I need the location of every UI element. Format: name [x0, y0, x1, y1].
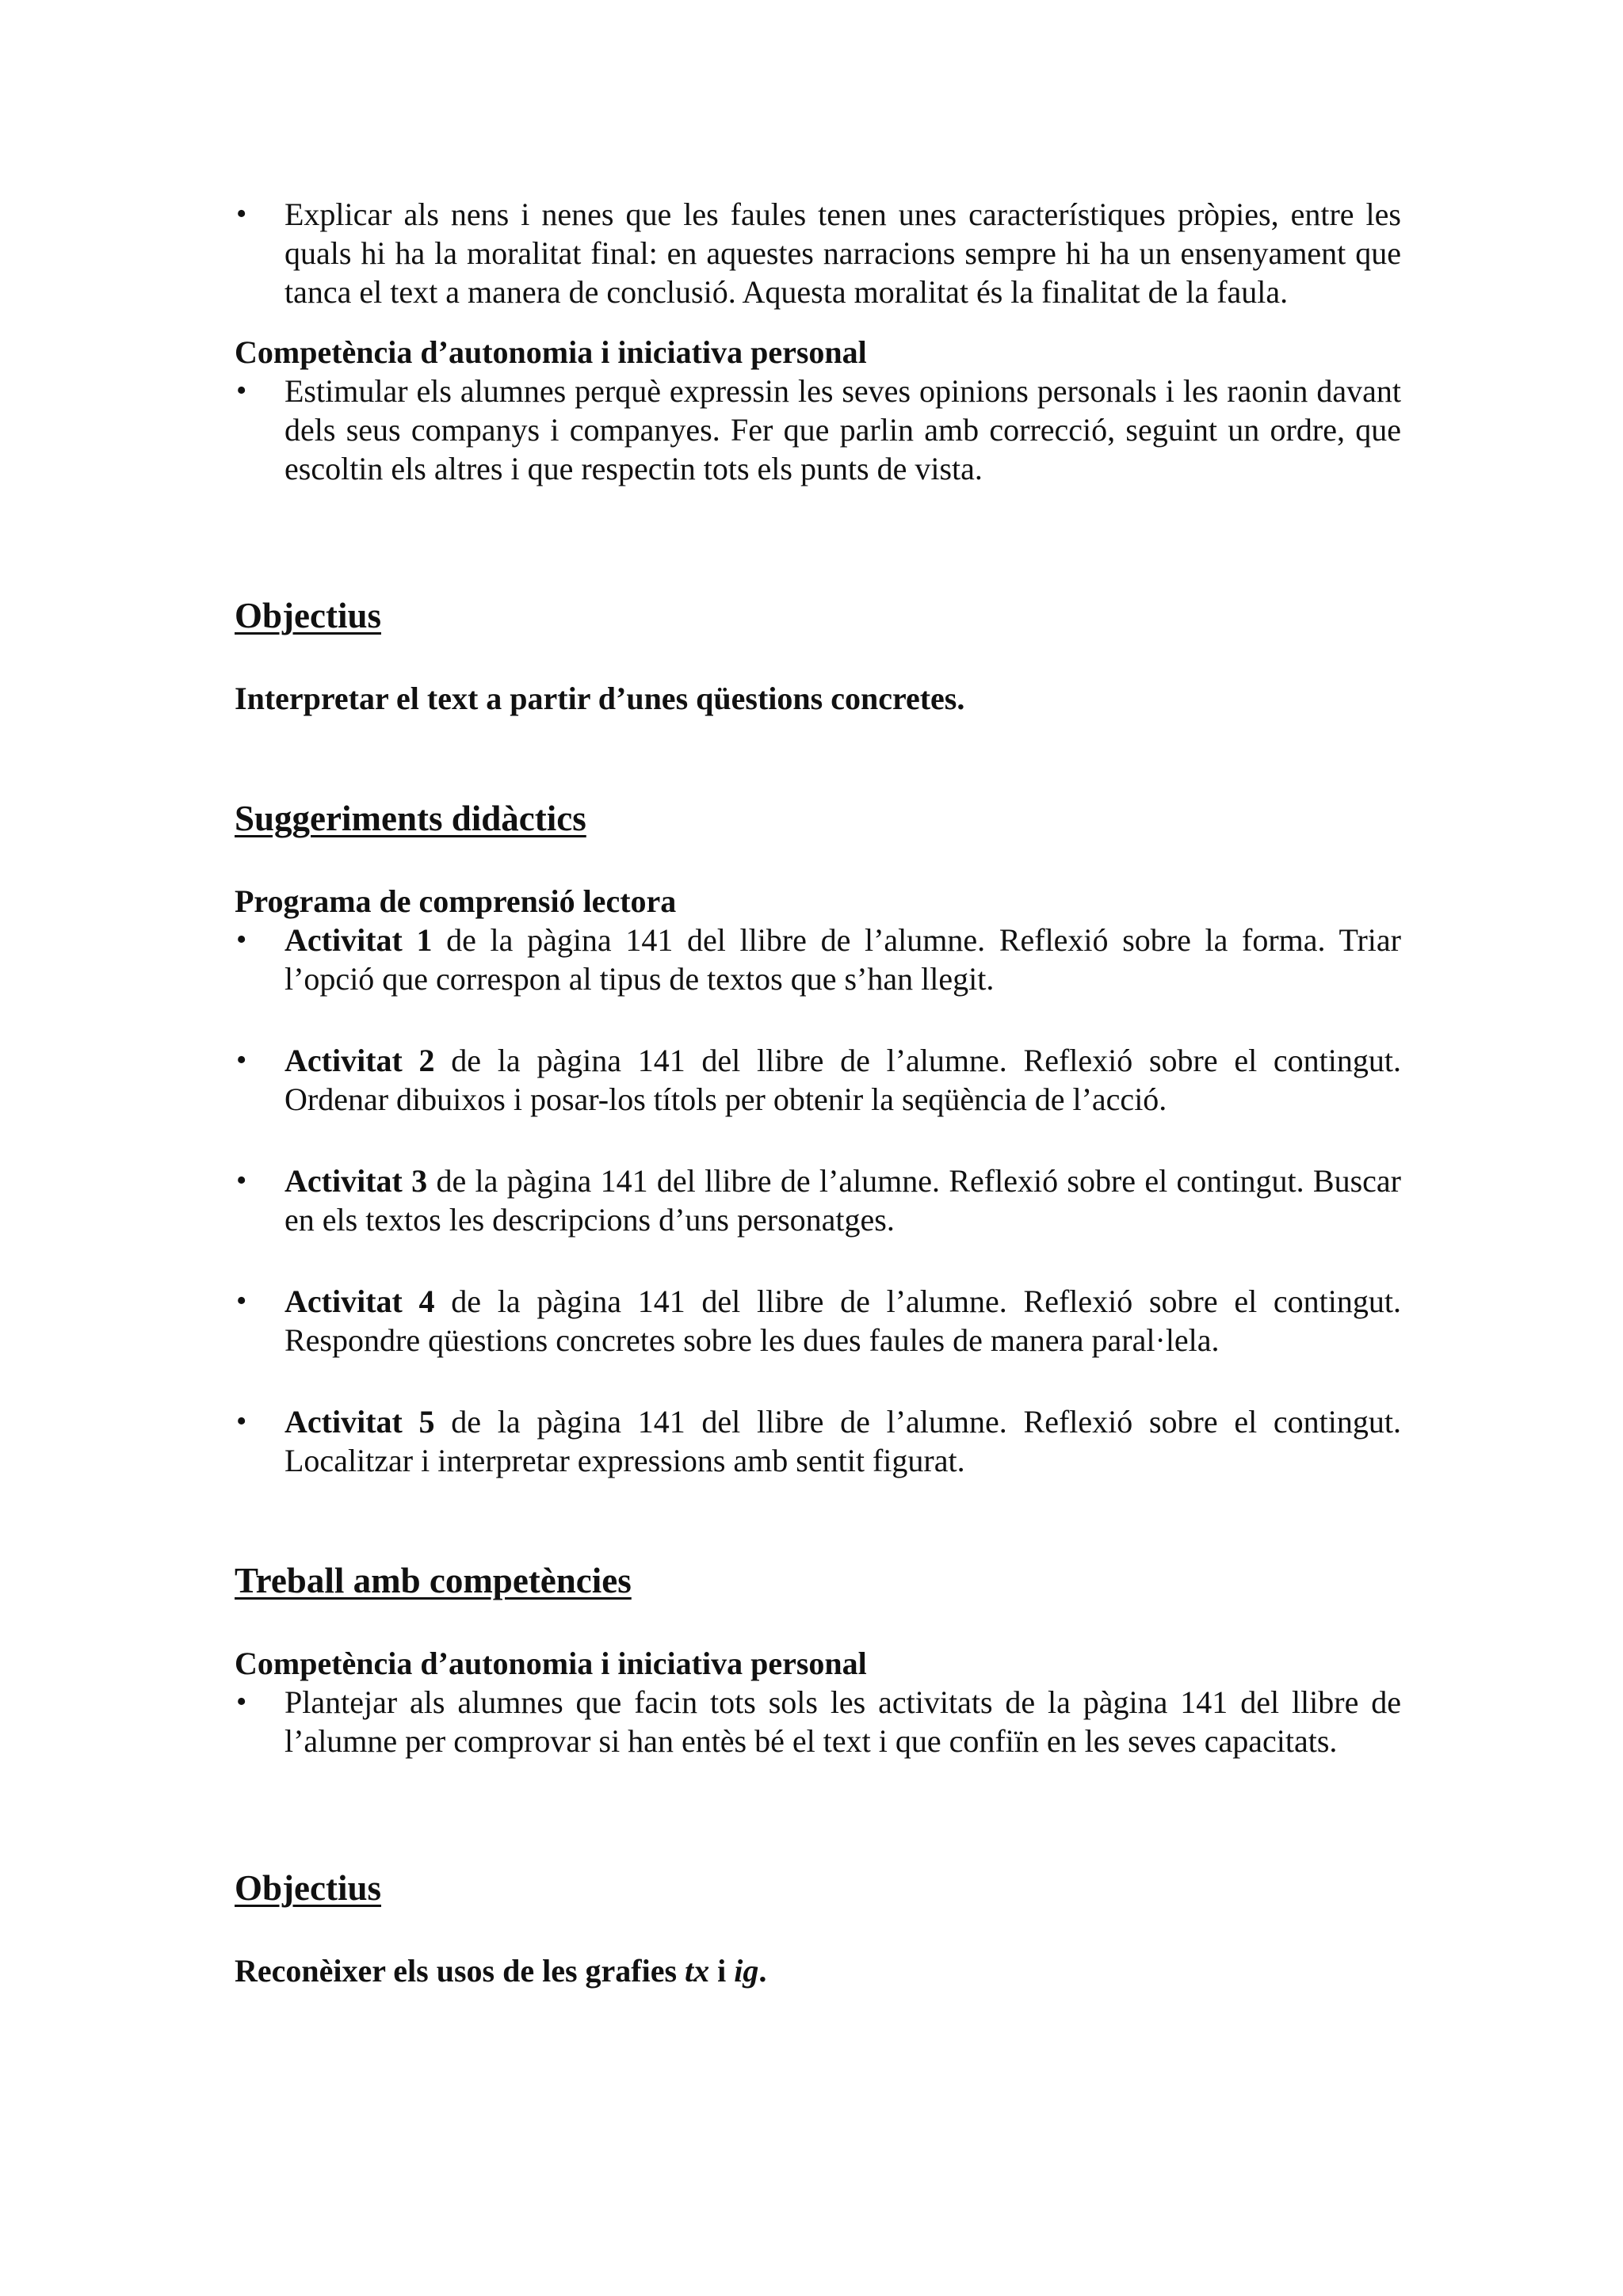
list-item: [235, 372, 1401, 488]
bullet-icon: •: [236, 1284, 247, 1318]
activity-item: [235, 921, 1401, 998]
document-content: [235, 195, 1401, 1990]
competence-heading: Competència d’autonomia i iniciativa personal: [235, 334, 867, 370]
activity-name: Activitat 5: [285, 1404, 435, 1440]
objective-text: Interpretar el text a partir d’unes qüestions concretes.: [235, 681, 965, 716]
bullet-icon: •: [236, 1685, 247, 1718]
objectives-heading: Objectius: [235, 596, 381, 635]
objective-text-middle: i: [709, 1953, 735, 1989]
activity-text: de la pàgina 141 del llibre de l’alumne. Reflexió sobre el contingut. Localitzar i interpretar expressions amb sentit figurat.: [285, 1404, 1402, 1478]
activity-name: Activitat 3: [285, 1163, 428, 1199]
objective-text: [235, 1951, 1401, 1990]
bullet-text: Explicar als nens i nenes que les faules tenen unes característiques pròpies, entre les quals hi ha la moralitat final: en aquestes narracions sempre hi ha un ensenyament que tanca el text a manera de conclusió. Aquesta moralitat és la finalitat de la faula.: [285, 196, 1401, 310]
competences-work-heading: Treball amb competències: [235, 1561, 632, 1600]
bullet-icon: •: [236, 1043, 247, 1077]
suggestions-heading: Suggeriments didàctics: [235, 799, 586, 838]
bullet-icon: •: [236, 1405, 247, 1438]
grapheme-tx: tx: [685, 1953, 710, 1989]
bullet-icon: •: [236, 923, 247, 956]
activity-name: Activitat 1: [285, 922, 433, 958]
activity-text: de la pàgina 141 del llibre de l’alumne. Reflexió sobre el contingut. Buscar en els textos les descripcions d’uns personatges.: [285, 1163, 1402, 1238]
activity-item: [235, 1041, 1401, 1119]
objectives-heading: Objectius: [235, 1868, 381, 1908]
activity-item: [235, 1161, 1401, 1239]
objective-text-start: Reconèixer els usos de les grafies: [235, 1953, 685, 1989]
activity-text: de la pàgina 141 del llibre de l’alumne. Reflexió sobre el contingut. Ordenar dibuixos i posar-los títols per obtenir la seqüència de l’acció.: [285, 1043, 1402, 1117]
activity-name: Activitat 4: [285, 1283, 435, 1319]
bullet-icon: •: [236, 1164, 247, 1197]
bullet-text: Estimular els alumnes perquè expressin les seves opinions personals i les raonin davant dels seus companys i companyes. Fer que parlin amb correcció, seguint un ordre, que escoltin els altres i que respectin tots els punts de vista.: [285, 373, 1401, 486]
activity-text: de la pàgina 141 del llibre de l’alumne. Reflexió sobre el contingut. Respondre qüestions concretes sobre les dues faules de manera paral·lela.: [285, 1283, 1402, 1358]
list-item: [235, 195, 1401, 311]
bullet-text: Plantejar als alumnes que facin tots sols les activitats de la pàgina 141 del llibre de l’alumne per comprovar si han entès bé el text i que confiïn en les seves capacitats.: [285, 1684, 1401, 1759]
activity-text: de la pàgina 141 del llibre de l’alumne. Reflexió sobre la forma. Triar l’opció que correspon al tipus de textos que s’han llegit.: [285, 922, 1401, 997]
objective-text-end: .: [758, 1953, 767, 1989]
activity-name: Activitat 2: [285, 1043, 435, 1078]
activity-item: [235, 1402, 1401, 1480]
bullet-icon: •: [236, 374, 247, 407]
bullet-icon: •: [236, 197, 247, 231]
list-item: [235, 1683, 1401, 1760]
activity-item: [235, 1282, 1401, 1360]
reading-program-heading: Programa de comprensió lectora: [235, 883, 677, 919]
grapheme-ig: ig: [734, 1953, 759, 1989]
competence-heading: Competència d’autonomia i iniciativa personal: [235, 1646, 867, 1681]
